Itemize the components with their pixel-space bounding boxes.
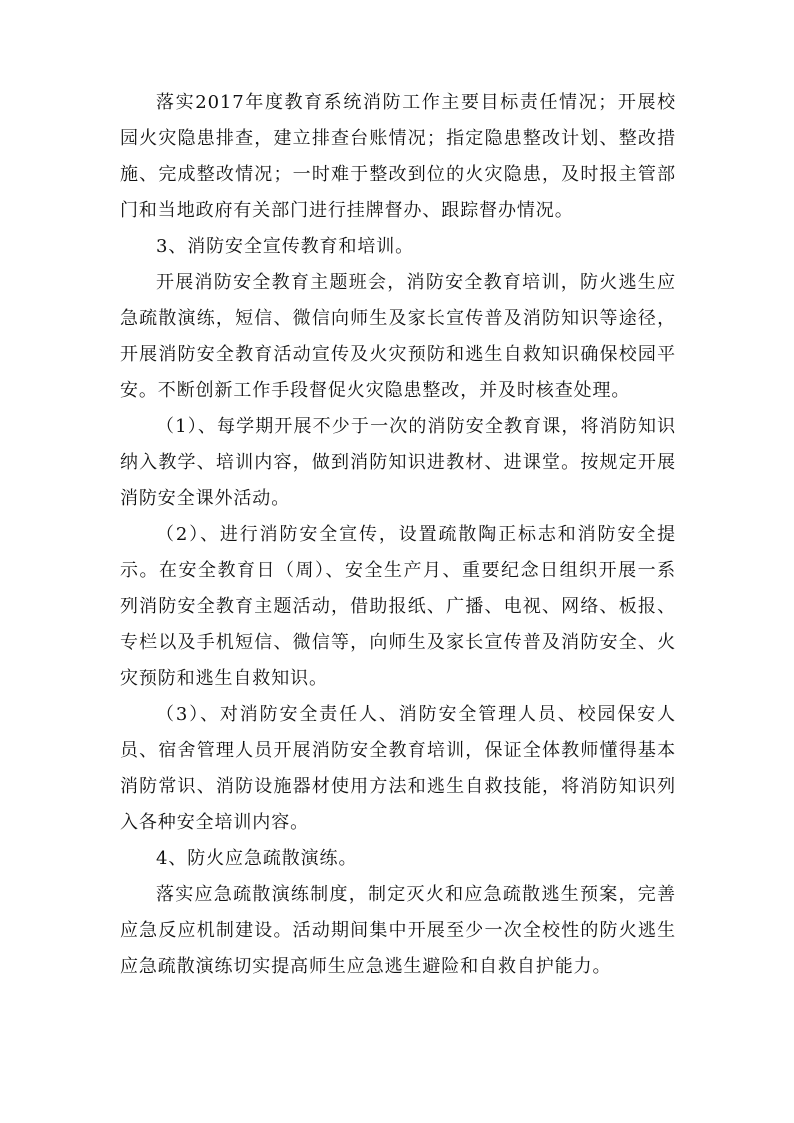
paragraph-item-3: （3）、对消防安全责任人、消防安全管理人员、校园保安人员、宿舍管理人员开展消防安全教育培训，保证全体教师懂得基本消防常识、消防设施器材使用方法和逃生自救技能，将消防知识列入各种安全培训内容。 (120, 704, 676, 833)
paragraph-item-2: （2）、进行消防安全宣传，设置疏散陶正标志和消防安全提示。在安全教育日（周）、安全生产月、重要纪念日组织开展一系列消防安全教育主题活动，借助报纸、广播、电视、网络、板报、专栏以及手机短信、微信等，向师生及家长宣传普及消防安全、火灾预防和逃生自救知识。 (120, 524, 676, 689)
paragraph-item-1: （1）、每学期开展不少于一次的消防安全教育课，将消防知识纳入教学、培训内容，做到消防知识进教材、进课堂。按规定开展消防安全课外活动。 (120, 416, 676, 509)
heading-evacuation-drill: 4、防火应急疏散演练。 (156, 848, 358, 869)
paragraph-fire-safety-responsibility: 落实2017年度教育系统消防工作主要目标责任情况；开展校园火灾隐患排查，建立排查台账情况；指定隐患整改计划、整改措施、完成整改情况；一时难于整改到位的火灾隐患，及时报主管部门和当地政府有关部门进行挂牌督办、跟踪督办情况。 (120, 92, 676, 221)
paragraph-evacuation-drill: 落实应急疏散演练制度，制定灭火和应急疏散逃生预案，完善应急反应机制建设。活动期间集中开展至少一次全校性的防火逃生应急疏散演练切实提高师生应急逃生避险和自救自护能力。 (120, 884, 676, 977)
paragraph-education-activities: 开展消防安全教育主题班会，消防安全教育培训，防火逃生应急疏散演练，短信、微信向师生及家长宣传普及消防知识等途径，开展消防安全教育活动宣传及火灾预防和逃生自救知识确保校园平安。不断创新工作手段督促火灾隐患整改，并及时核查处理。 (120, 272, 676, 401)
document-body (120, 85, 676, 985)
heading-education-training: 3、消防安全宣传教育和培训。 (156, 236, 415, 257)
